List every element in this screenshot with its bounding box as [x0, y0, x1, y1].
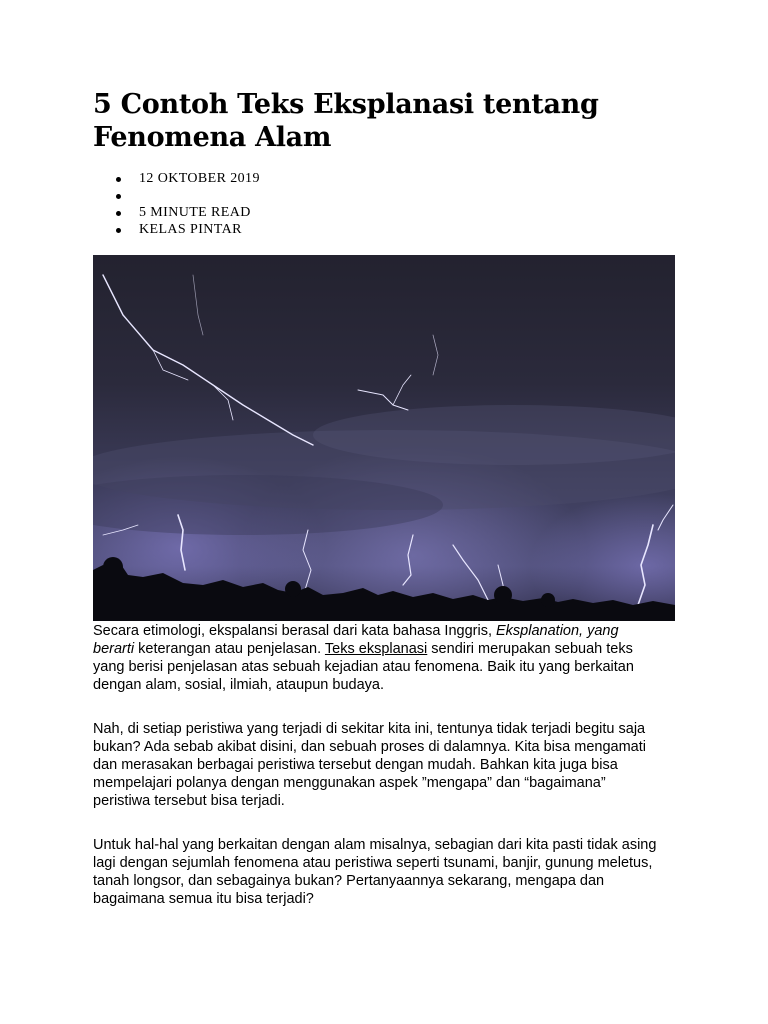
- p1-text-c: sendiri merupakan sebuah teks yang berisi penjelasan atas sebuah kejadian atau fenomena. Baik itu yang berkaitan dengan alam, sosial, ilmiah, ataupun budaya.: [93, 641, 634, 693]
- teks-eksplanasi-link[interactable]: Teks eksplanasi: [324, 641, 428, 657]
- p1-text-b: keterangan atau penjelasan.: [134, 641, 325, 657]
- meta-author[interactable]: KELAS PINTAR: [93, 221, 260, 238]
- article-title: 5 Contoh Teks Eksplanasi tentang Fenomena Alam: [93, 89, 599, 153]
- paragraph-3: Untuk hal-hal yang berkaitan dengan alam misalnya, sebagian dari kita pasti tidak asing lagi dengan sejumlah fenomena atau peristiwa seperti tsunami, banjir, gunung meletus, tanah longsor, dan sebagainya bukan? Pertanyaannya sekarang, mengapa dan bagaimana semua itu bisa terjadi?: [93, 837, 657, 907]
- article-meta-list: [93, 170, 260, 238]
- meta-read-time: 5 MINUTE READ: [93, 204, 260, 221]
- meta-empty-item: [93, 187, 260, 204]
- p1-text-a: Secara etimologi, ekspalansi berasal dari kata bahasa Inggris,: [93, 623, 497, 639]
- paragraph-2: Nah, di setiap peristiwa yang terjadi di sekitar kita ini, tentunya tidak terjadi begitu saja bukan? Ada sebab akibat disini, dan sebuah proses di dalamnya. Kita bisa mengamati dan merasakan berbagai peristiwa tersebut dengan mudah. Bahkan kita juga bisa mempelajari polanya dengan menggunakan aspek ”mengapa” dan “bagaimana” peristiwa tersebut bisa terjadi.: [93, 721, 646, 809]
- lightning-storm-image: [93, 255, 675, 621]
- p1-italic-term: Eksplanation, yang berarti: [93, 623, 619, 657]
- meta-date: 12 OKTOBER 2019: [93, 170, 260, 187]
- paragraph-1: [93, 622, 661, 694]
